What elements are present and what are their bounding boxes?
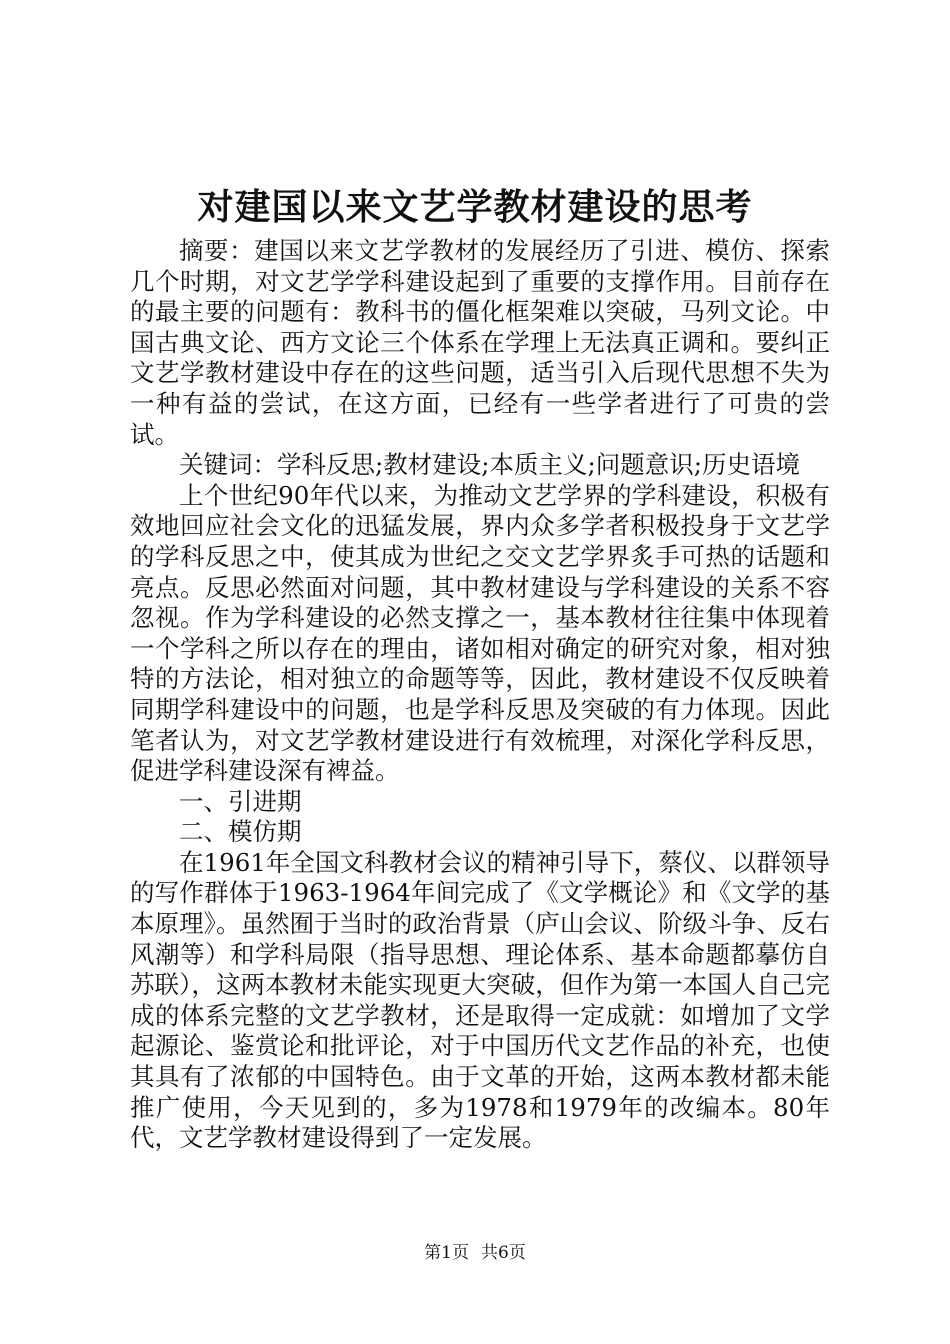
document-body [130, 236, 830, 1154]
page-footer [0, 1241, 950, 1265]
abstract-paragraph: 摘要：建国以来文艺学教材的发展经历了引进、模仿、探索几个时期，对文艺学学科建设起到了重要的支撑作用。目前存在的最主要的问题有：教科书的僵化框架难以突破，马列文论。中国古典文论、西方文论三个体系在学理上无法真正调和。要纠正文艺学教材建设中存在的这些问题，适当引入后现代思想不失为一种有益的尝试，在这方面，已经有一些学者进行了可贵的尝试。 [130, 236, 830, 449]
section-heading-2: 二、模仿期 [179, 817, 302, 847]
page-total: 共6页 [481, 1243, 526, 1263]
page-number: 第1页 [424, 1243, 469, 1263]
keywords-paragraph: 关键词：学科反思;教材建设;本质主义;问题意识;历史语境 [179, 450, 801, 480]
section-heading-1: 一、引进期 [179, 786, 302, 816]
body-paragraph: 在1961年全国文科教材会议的精神引导下，蔡仪、以群领导的写作群体于1963-1964年间完成了《文学概论》和《文学的基本原理》。虽然囿于当时的政治背景（庐山会议、阶级斗争、反右风潮等）和学科局限（指导思想、理论体系、基本命题都摹仿自苏联），这两本教材未能实现更大突破，但作为第一本国人自己完成的体系完整的文艺学教材，还是取得一定成就：如增加了文学起源论、鉴赏论和批评论，对于中国历代文艺作品的补充，也使其具有了浓郁的中国特色。由于文革的开始，这两本教材都未能推广使用，今天见到的，多为1978和1979年的改编本。80年代，文艺学教材建设得到了一定发展。 [130, 847, 830, 1153]
document-title: 对建国以来文艺学教材建设的思考 [197, 186, 753, 228]
intro-paragraph: 上个世纪90年代以来，为推动文艺学界的学科建设，积极有效地回应社会文化的迅猛发展，界内众多学者积极投身于文艺学的学科反思之中，使其成为世纪之交文艺学界炙手可热的话题和亮点。反思必然面对问题，其中教材建设与学科建设的关系不容忽视。作为学科建设的必然支撑之一，基本教材往往集中体现着一个学科之所以存在的理由，诸如相对确定的研究对象，相对独特的方法论，相对独立的命题等等，因此，教材建设不仅反映着同期学科建设中的问题，也是学科反思及突破的有力体现。因此笔者认为，对文艺学教材建设进行有效梳理，对深化学科反思，促进学科建设深有裨益。 [130, 480, 830, 786]
